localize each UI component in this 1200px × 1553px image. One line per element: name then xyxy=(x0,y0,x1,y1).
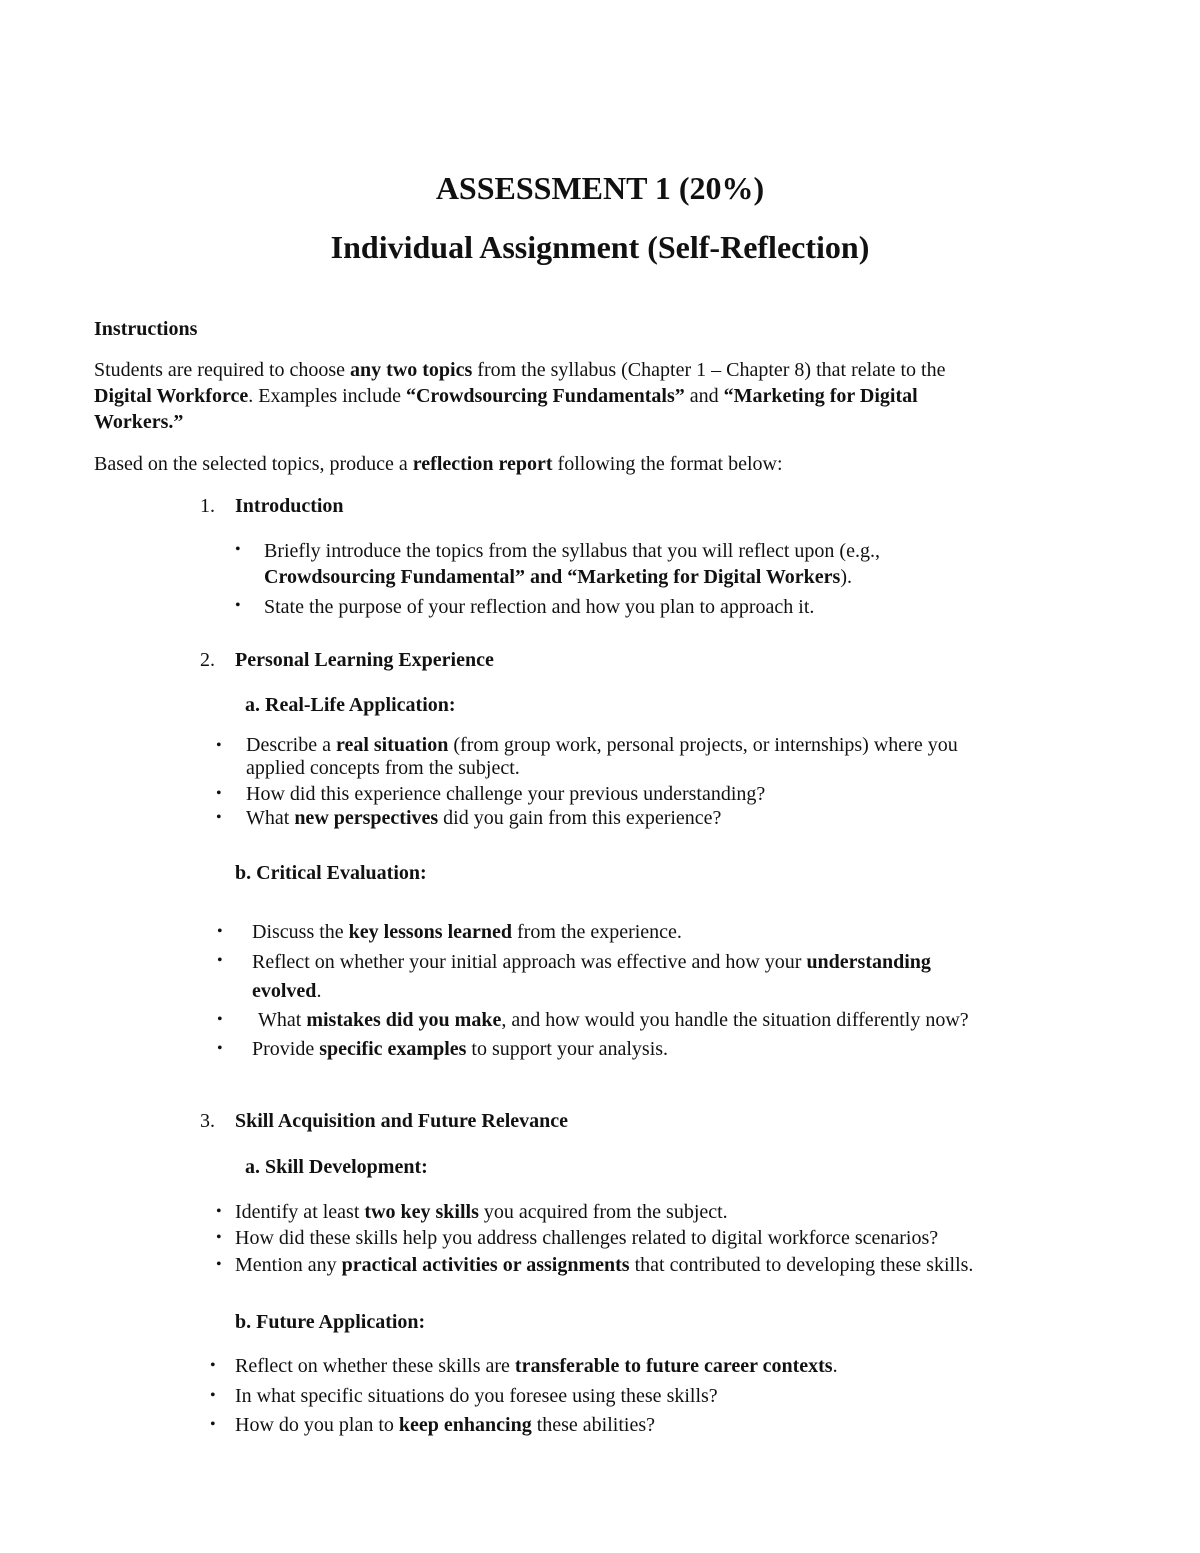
page-title: ASSESSMENT 1 (20%) xyxy=(435,170,765,206)
intro-paragraph: Students are required to choose any two topics from the syllabus (Chapter 1 – Chapter 8) that relate to the Digital Workforce. Examples include “Crowdsourcing Fundamentals” and “Marketing for Digital Workers.” xyxy=(94,359,946,433)
section-number: 2. xyxy=(200,649,215,671)
section-heading: Introduction xyxy=(235,495,344,517)
page-subtitle: Individual Assignment (Self-Reflection) xyxy=(330,229,870,265)
bullet-icon: • xyxy=(217,1040,223,1057)
section-number: 3. xyxy=(200,1110,215,1132)
section-heading: Skill Acquisition and Future Relevance xyxy=(235,1110,569,1132)
list-item: How do you plan to keep enhancing these abilities? xyxy=(235,1414,655,1436)
bullet-icon: • xyxy=(217,923,223,940)
bullet-icon: • xyxy=(210,1416,216,1433)
list-item: Mention any practical activities or assignments that contributed to developing these skills. xyxy=(235,1254,974,1276)
bullet-icon: • xyxy=(216,1203,222,1220)
list-item: Provide specific examples to support your analysis. xyxy=(252,1038,669,1060)
bullet-icon: • xyxy=(210,1387,216,1404)
list-item: Reflect on whether your initial approach was effective and how your understanding evolved. xyxy=(252,951,931,1002)
bullet-icon: • xyxy=(216,1256,222,1273)
format-paragraph: Based on the selected topics, produce a reflection report following the format below: xyxy=(94,453,783,475)
subsection-heading: a. Skill Development: xyxy=(245,1156,428,1178)
list-item: Discuss the key lessons learned from the experience. xyxy=(252,921,682,943)
list-item: In what specific situations do you foresee using these skills? xyxy=(235,1385,718,1407)
list-item: Identify at least two key skills you acquired from the subject. xyxy=(235,1201,728,1223)
list-item: What mistakes did you make, and how would you handle the situation differently now? xyxy=(258,1009,969,1031)
bullet-icon: • xyxy=(216,1229,222,1246)
bullet-icon: • xyxy=(235,597,241,614)
subsection-heading: a. Real-Life Application: xyxy=(245,694,456,716)
bullet-icon: • xyxy=(235,541,241,558)
list-item: How did these skills help you address challenges related to digital workforce scenarios? xyxy=(235,1227,939,1249)
instructions-heading: Instructions xyxy=(94,318,198,340)
bullet-icon: • xyxy=(216,737,222,754)
bullet-icon: • xyxy=(217,1011,223,1028)
subsection-heading: b. Future Application: xyxy=(235,1311,426,1333)
section-number: 1. xyxy=(200,495,215,517)
bullet-icon: • xyxy=(210,1357,216,1374)
bullet-icon: • xyxy=(216,809,222,826)
list-item: Briefly introduce the topics from the syllabus that you will reflect upon (e.g., Crowdsourcing Fundamental” and “Marketing for Digital Workers). xyxy=(264,540,880,588)
list-item: How did this experience challenge your previous understanding? xyxy=(246,783,766,805)
list-item: State the purpose of your reflection and how you plan to approach it. xyxy=(264,596,815,618)
section-heading: Personal Learning Experience xyxy=(235,649,494,671)
list-item: What new perspectives did you gain from this experience? xyxy=(246,807,722,829)
subsection-heading: b. Critical Evaluation: xyxy=(235,862,427,884)
list-item: Reflect on whether these skills are transferable to future career contexts. xyxy=(235,1355,838,1377)
bullet-icon: • xyxy=(217,952,223,969)
list-item: Describe a real situation (from group work, personal projects, or internships) where you applied concepts from the subject. xyxy=(246,734,958,779)
bullet-icon: • xyxy=(216,785,222,802)
